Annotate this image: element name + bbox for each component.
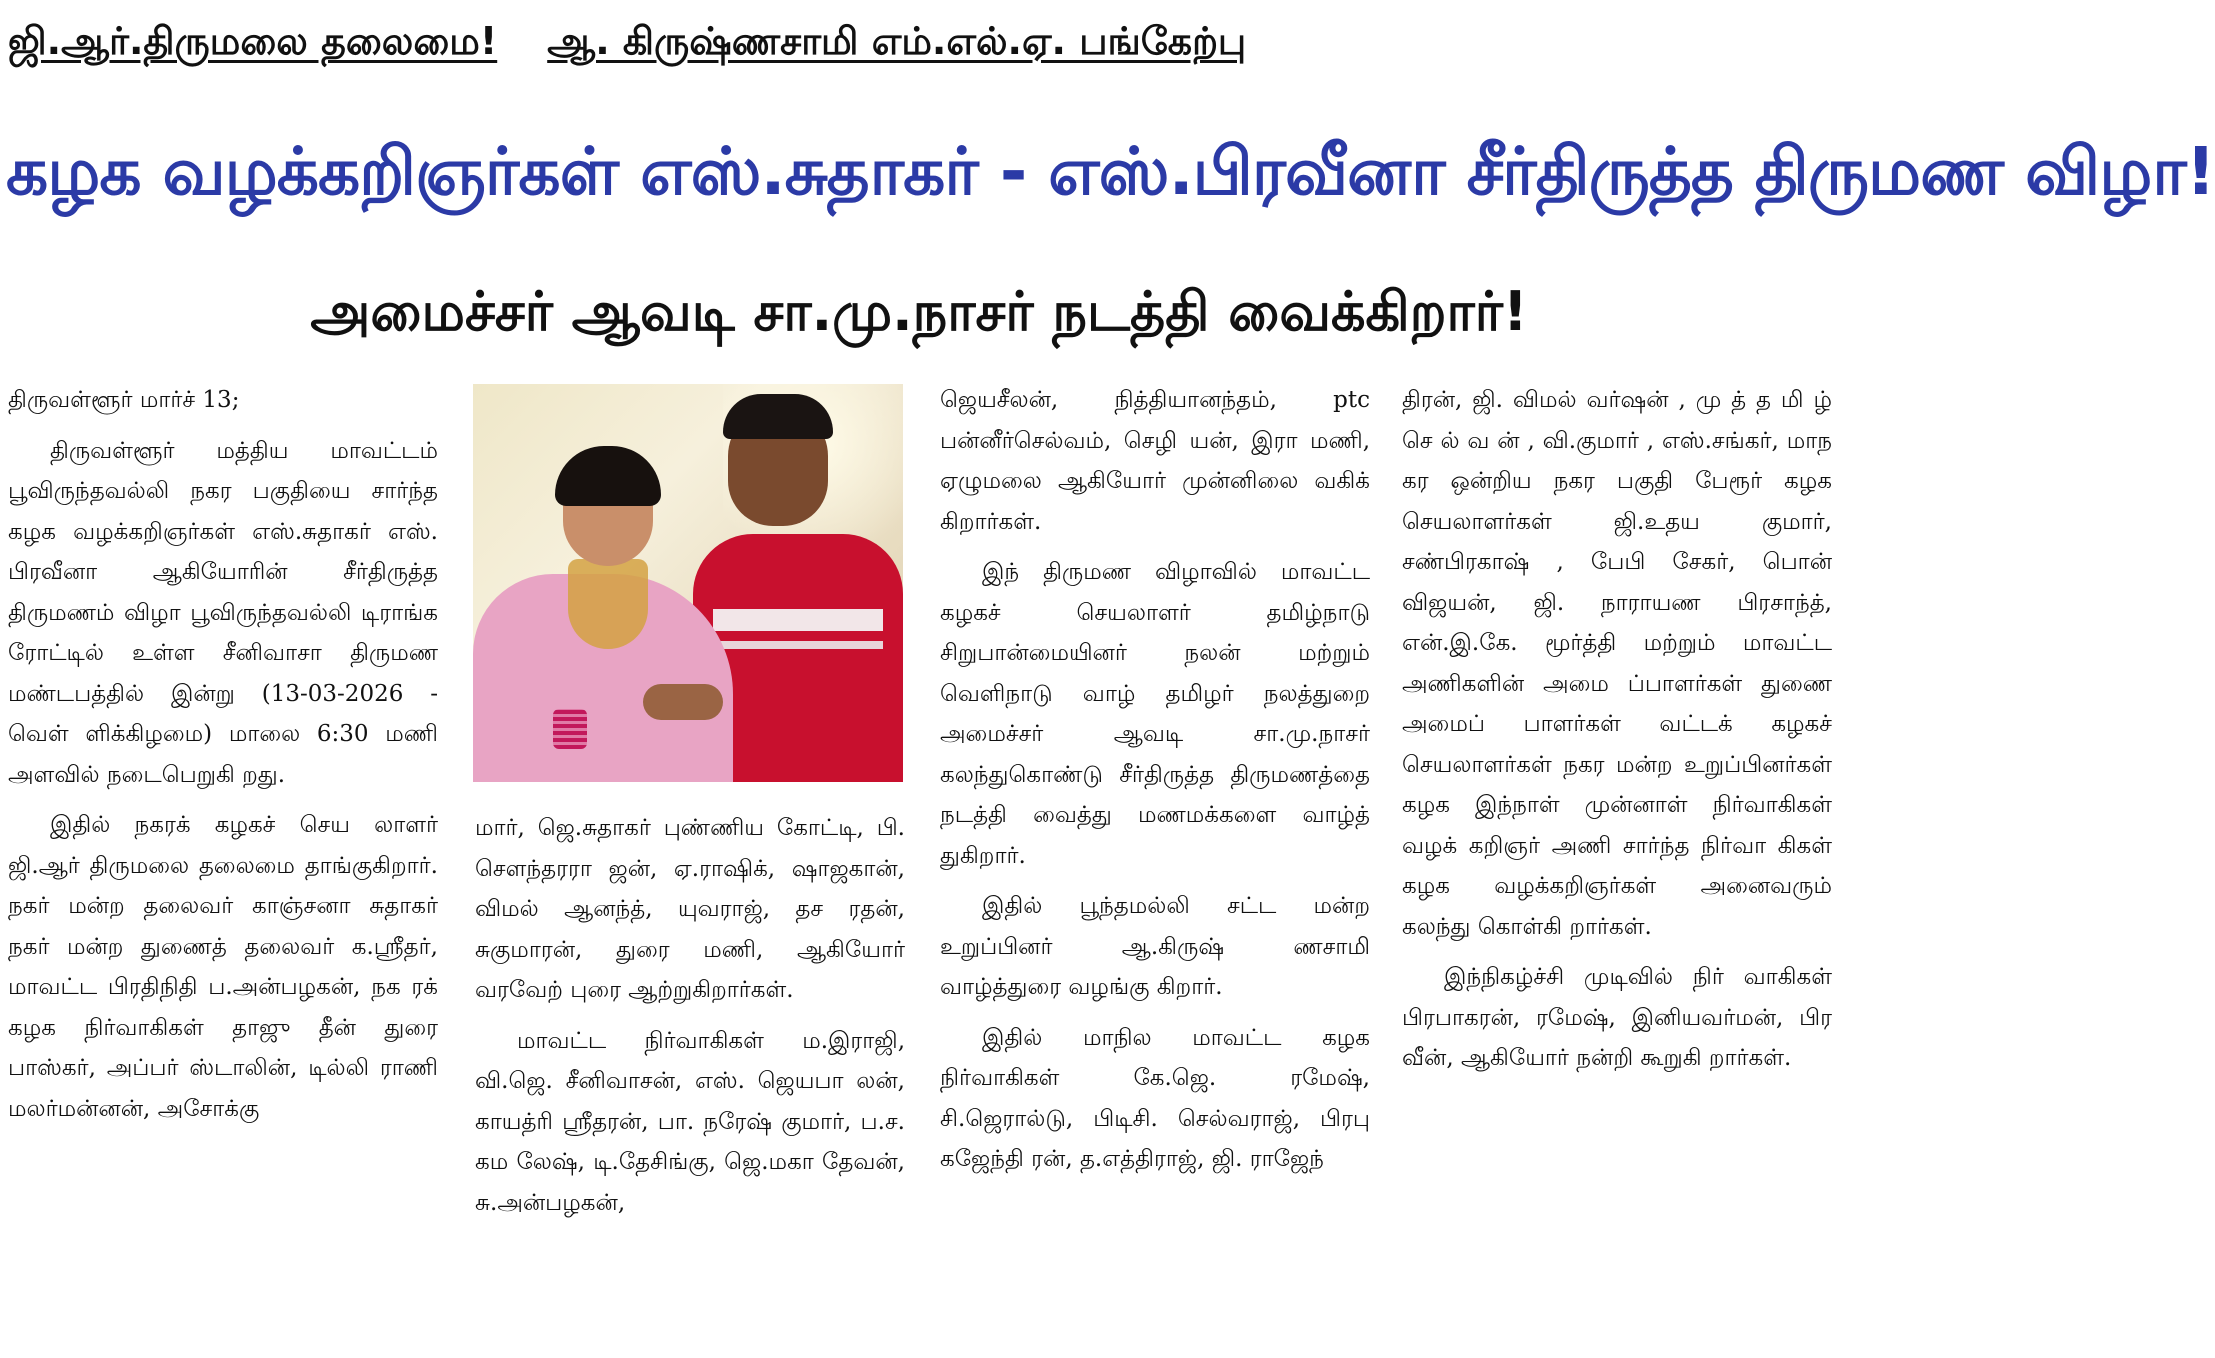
paragraph: இதில் பூந்தமல்லி சட்ட மன்ற உறுப்பினர் ஆ.கிருஷ் ணசாமி வாழ்த்துரை வழங்கு கிறார்.	[940, 893, 1370, 1000]
paragraph: இந் திருமண விழாவில் மாவட்ட கழகச் செயலாளர் தமிழ்நாடு சிறுபான்மையினர் நலன் மற்றும் வெளிநாடு வாழ் தமிழர் நலத்துறை அமைச்சர் ஆவடி சா.மு.நாசர் கலந்துகொண்டு சீர்திருத்த திருமணத்தை நடத்தி வைத்து மணமக்களை வாழ்த் துகிறார்.	[940, 559, 1370, 869]
article-column-4	[1402, 380, 1832, 1089]
paragraph: திரன், ஜி. விமல் வர்ஷன் , மு த் த மி ழ் செ ல் வ ன் , வி.குமார் , எஸ்.சங்கர், மாந கர ஒன்றிய நகர பகுதி பேரூர் கழக செயலாளர்கள் ஜி.உதய குமார், சண்பிரகாஷ் , பேபி சேகர், பொன் விஜயன், ஜி. நாராயண பிரசாந்த், என்.இ.கே. மூர்த்தி மற்றும் மாவட்ட அணிகளின் அமை ப்பாளர்கள் துணை அமைப் பாளர்கள் வட்டக் கழகச் செயலாளர்கள் நகர மன்ற உறுப்பினர்கள் கழக இந்நாள் முன்னாள் நிர்வாகிகள் வழக் கறிஞர் அணி சார்ந்த நிர்வா கிகள் கழக வழக்கறிஞர்கள் அனைவரும் கலந்து கொள்கி றார்கள்.	[1402, 387, 1832, 940]
groom-hair	[723, 394, 833, 439]
shirt-stripe-thin	[713, 641, 883, 649]
paragraph: இதில் மாநில மாவட்ட கழக நிர்வாகிகள் கே.ஜெ. ரமேஷ், சி.ஜெரால்டு, பிடிசி. செல்வராஜ், பிரபு கஜேந்தி ரன், த.எத்திராஜ், ஜி. ராஜேந்	[940, 1024, 1370, 1172]
paragraph: திருவள்ளூர் மத்திய மாவட்டம் பூவிருந்தவல்லி நகர பகுதியை சார்ந்த கழக வழக்கறிஞர்கள் எஸ்.சுதாகர் எஸ். பிரவீனா ஆகியோரின் சீர்திருத்த திருமணம் விழா பூவிருந்தவல்லி டிராங்க ரோட்டில் உள்ள சீனிவாசா திருமண மண்டபத்தில் இன்று (13-03-2026 - வெள் ளிக்கிழமை) மாலை 6:30 மணி அளவில் நடைபெறுகி றது.	[8, 437, 438, 788]
headline: கழக வழக்கறிஞர்கள் எஸ்.சுதாகர் - எஸ்.பிரவீனா சீர்திருத்த திருமண விழா!	[6, 133, 2215, 210]
article-column-3	[940, 380, 1370, 1190]
couple-photo	[473, 384, 903, 782]
article-column-1	[8, 380, 438, 1139]
paragraph: மாவட்ட நிர்வாகிகள் ம.இராஜி, வி.ஜெ. சீனிவாசன், எஸ். ஜெயபா லன், காயத்ரி ஸ்ரீதரன், பா. நரேஷ் குமார், ப.ச. கம லேஷ், டி.தேசிங்கு, ஜெ.மகா தேவன், சு.அன்பழகன்,	[475, 1027, 905, 1216]
kicker-left: ஜி.ஆர்.திருமலை தலைமை!	[8, 19, 498, 63]
paragraph: மார், ஜெ.சுதாகர் புண்ணிய கோட்டி, பி. சௌந்தரரா ஜன், ஏ.ராஷிக், ஷாஜகான், விமல் ஆனந்த், யுவராஜ், தச ரதன், சுகுமாரன், துரை மணி, ஆகியோர் வரவேற் புரை ஆற்றுகிறார்கள்.	[475, 815, 905, 1003]
kicker-line	[8, 4, 1548, 78]
dateline: திருவள்ளூர் மார்ச் 13;	[8, 387, 240, 413]
bride-necklace	[568, 559, 648, 649]
bride-bangles	[553, 709, 587, 749]
article-column-2	[475, 808, 905, 1233]
kicker-right: ஆ. கிருஷ்ணசாமி எம்.எல்.ஏ. பங்கேற்பு	[547, 19, 1247, 63]
paragraph: இதில் நகரக் கழகச் செய லாளர் ஜி.ஆர் திருமலை தலைமை தாங்குகிறார். நகர் மன்ற தலைவர் காஞ்சனா சுதாகர் நகர் மன்ற துணைத் தலைவர் க.ஸ்ரீதர், மாவட்ட பிரதிநிதி ப.அன்பழகன், நக ரக் கழக நிர்வாகிகள் தாஜு தீன் துரை பாஸ்கர், அப்பர் ஸ்டாலின், டில்லி ராணி மலர்மன்னன், அசோக்கு	[8, 812, 438, 1122]
groom-hand	[643, 684, 723, 720]
paragraph: ஜெயசீலன், நித்தியானந்தம், ptc பன்னீர்செல்வம், செழி யன், இரா மணி, ஏழுமலை ஆகியோர் முன்னிலை வகிக் கிறார்கள்.	[940, 387, 1370, 535]
bride-hair	[555, 446, 661, 506]
paragraph: இந்நிகழ்ச்சி முடிவில் நிர் வாகிகள் பிரபாகரன், ரமேஷ், இனியவர்மன், பிர வீன், ஆகியோர் நன்றி கூறுகி றார்கள்.	[1402, 964, 1832, 1071]
shirt-stripe	[713, 609, 883, 631]
subheadline: அமைச்சர் ஆவடி சா.மு.நாசர் நடத்தி வைக்கிறார்!	[310, 280, 1528, 343]
